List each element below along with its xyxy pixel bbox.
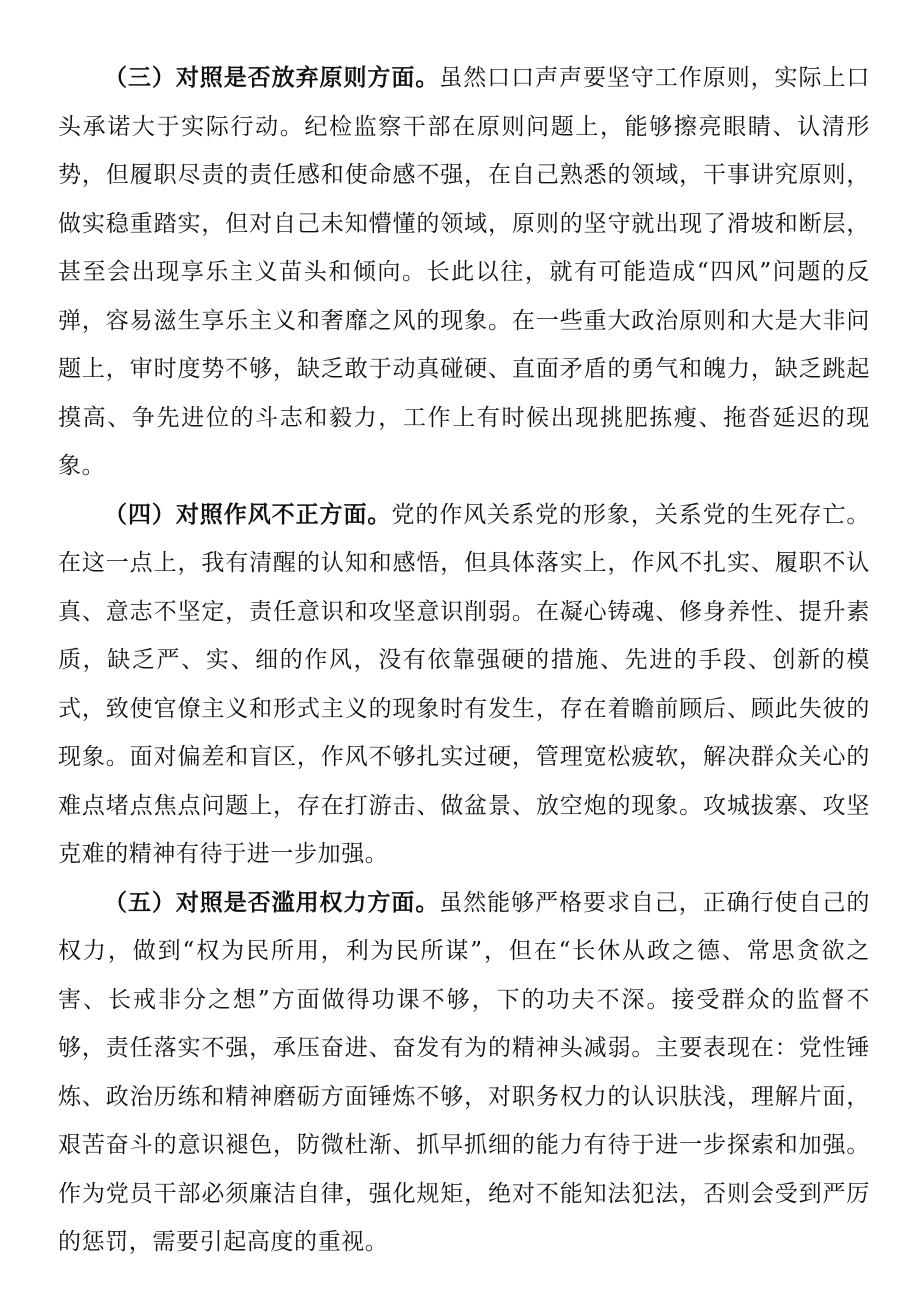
paragraph-body: 虽然口口声声要坚守工作原则，实际上口头承诺大于实际行动。纪检监察干部在原则问题上，能够擦亮眼睛、认清形势，但履职尽责的责任感和使命感不强，在自己熟悉的领域，干事讲究原则，做实稳重踏实，但对自己未知懵懂的领域，原则的坚守就出现了滑坡和断层，甚至会出现享乐主义苗头和倾向。长此以往，就有可能造成“四风”问题的反弹，容易滋生享乐主义和奢靡之风的现象。在一些重大政治原则和大是大非问题上，审时度势不够，缺乏敢于动真碰硬、直面矛盾的勇气和魄力，缺乏跳起摸高、争先进位的斗志和毅力，工作上有时候出现挑肥拣瘦、拖沓延迟的现象。: [58, 65, 870, 479]
paragraph-section-4: [58, 491, 870, 879]
paragraph-heading: （四）对照作风不正方面。: [104, 501, 392, 528]
paragraph-section-3: [58, 54, 870, 491]
document-page: [58, 54, 870, 1267]
paragraph-body: 虽然能够严格要求自己，正确行使自己的权力，做到“权为民所用，利为民所谋”，但在“长休从政之德、常思贪欲之害、长戒非分之想”方面做得功课不够，下的功夫不深。接受群众的监督不够，责任落实不强，承压奋进、奋发有为的精神头减弱。主要表现在：党性锤炼、政治历练和精神磨砺方面锤炼不够，对职务权力的认识肤浅，理解片面，艰苦奋斗的意识褪色，防微杜渐、抓早抓细的能力有待于进一步探索和加强。作为党员干部必须廉洁自律，强化规矩，绝对不能知法犯法，否则会受到严厉的惩罚，需要引起高度的重视。: [58, 889, 870, 1255]
paragraph-section-5: [58, 879, 870, 1267]
paragraph-heading: （五）对照是否滥用权力方面。: [104, 889, 440, 916]
paragraph-heading: （三）对照是否放弃原则方面。: [104, 65, 440, 91]
paragraph-body: 党的作风关系党的形象，关系党的生死存亡。在这一点上，我有清醒的认知和感悟，但具体落实上，作风不扎实、履职不认真、意志不坚定，责任意识和攻坚意识削弱。在凝心铸魂、修身养性、提升素质，缺乏严、实、细的作风，没有依靠强硬的措施、先进的手段、创新的模式，致使官僚主义和形式主义的现象时有发生，存在着瞻前顾后、顾此失彼的现象。面对偏差和盲区，作风不够扎实过硬，管理宽松疲软，解决群众关心的难点堵点焦点问题上，存在打游击、做盆景、放空炮的现象。攻城拔寨、攻坚克难的精神有待于进一步加强。: [58, 501, 871, 867]
